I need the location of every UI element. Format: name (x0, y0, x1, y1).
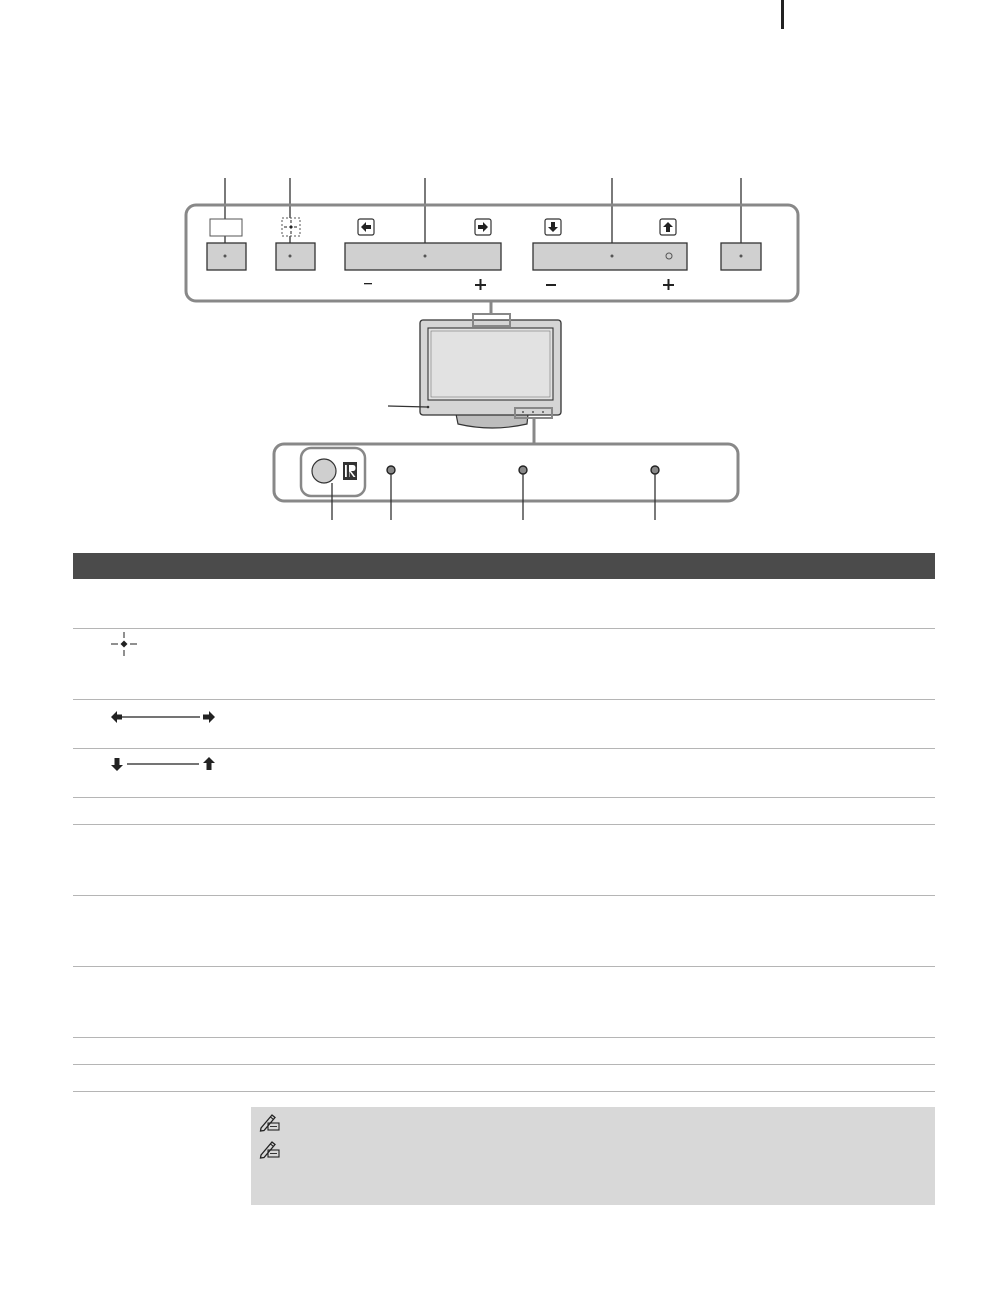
arrow-right-icon (475, 219, 491, 235)
arrow-left-icon (358, 219, 374, 235)
left-right-arrows-icon (111, 709, 216, 725)
arrow-up-icon (660, 219, 676, 235)
table-row (73, 1065, 935, 1092)
down-up-button[interactable] (533, 219, 687, 270)
table-row (73, 749, 935, 798)
arrow-down-icon (545, 219, 561, 235)
table-row (73, 629, 935, 700)
table-row (73, 825, 935, 896)
minus-plus-signs (364, 279, 674, 290)
table-row (73, 798, 935, 825)
note-pencil-icon (258, 1112, 280, 1132)
table-row (73, 700, 935, 749)
table-header (73, 553, 935, 579)
monitor-drawing (420, 314, 561, 428)
table-row (73, 1038, 935, 1065)
table-row (73, 896, 935, 967)
center-button[interactable] (276, 218, 315, 270)
table-row (73, 967, 935, 1038)
note-box (251, 1107, 935, 1205)
power-button[interactable] (721, 243, 761, 270)
note-pencil-icon (258, 1139, 280, 1159)
table-row (73, 579, 935, 629)
ir-icon (343, 462, 357, 480)
left-right-button[interactable] (345, 219, 501, 270)
crosshair-icon (111, 631, 137, 657)
down-up-arrows-icon (111, 756, 216, 772)
indicator-lamps (387, 466, 659, 474)
menu-button[interactable] (207, 219, 246, 270)
monitor-figure (0, 0, 1008, 545)
callout-lines-bottom (332, 474, 655, 520)
remote-sensor (312, 459, 336, 483)
remote-sensor-group (301, 448, 365, 496)
